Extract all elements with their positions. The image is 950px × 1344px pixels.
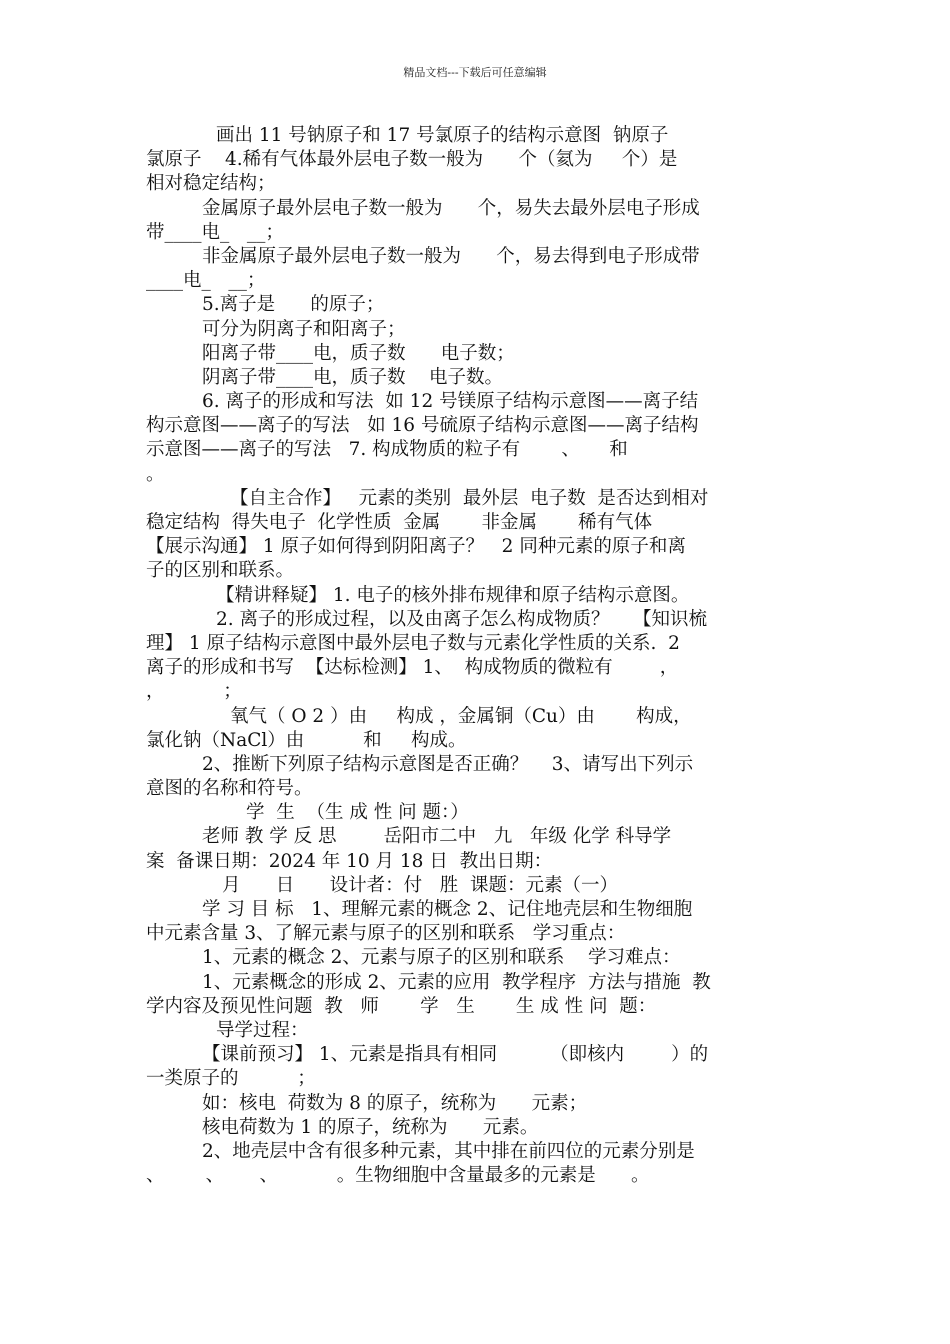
text-line: 金属原子最外层电子数一般为 个，易失去最外层电子形成 — [202, 197, 700, 219]
text-line: 1、元素的概念 2、元素与原子的区别和联系 学习难点： — [202, 947, 681, 969]
text-line: 相对稳定结构； — [146, 173, 276, 195]
text-line: 老师 教 学 反 思 岳阳市二中 九 年级 化学 科导学 — [202, 826, 672, 848]
text-line: 示意图——离子的写法 7. 构成物质的粒子有 、 和 — [146, 439, 628, 461]
text-line: 稳定结构 得失电子 化学性质 金属 非金属 稀有气体 — [146, 512, 653, 533]
text-line: 核电荷数为 1 的原子，统称为 元素。 — [202, 1116, 539, 1138]
text-line: 中元素含量 3、了解元素与原子的区别和联系 学习重点： — [146, 923, 626, 945]
text-line: 阴离子带____电，质子数 电子数。 — [202, 366, 504, 388]
text-line: 月 日 设计者：付 胜 课题：元素（一） — [222, 874, 618, 896]
text-line: 氯化钠（NaCl）由 和 构成。 — [146, 729, 467, 751]
text-line: 可分为阴离子和阳离子； — [202, 318, 406, 340]
text-line: 学内容及预见性问题 教 师 学 生 生 成 性 问 题： — [146, 995, 657, 1017]
text-line: 一类原子的 ； — [146, 1068, 316, 1090]
text-line: 阳离子带____电，质子数 电子数； — [202, 342, 515, 364]
text-line: 学 生 （生 成 性 问 题：） — [246, 802, 469, 824]
text-line: 5.离子是 的原子； — [202, 294, 385, 316]
text-line: 导学过程： — [216, 1019, 309, 1041]
text-line: 【课前预习】 1、元素是指具有相同 （即核内 ）的 — [202, 1044, 709, 1066]
text-line: 画出 11 号钠原子和 17 号氯原子的结构示意图 钠原子 — [216, 125, 669, 146]
text-line: 意图的名称和符号。 — [146, 778, 313, 800]
text-line: ， ； — [146, 681, 242, 703]
text-line: 【精讲释疑】 1. 电子的核外排布规律和原子结构示意图。 — [216, 584, 690, 606]
text-line: 1、元素概念的形成 2、元素的应用 教学程序 方法与措施 教 — [202, 971, 711, 993]
text-line: 如：核电 荷数为 8 的原子，统称为 元素； — [202, 1092, 588, 1114]
text-line: 【展示沟通】 1 原子如何得到阴阳离子？ 2 同种元素的原子和离 — [146, 536, 686, 558]
page-header: 精品文档---下载后可任意编辑 — [403, 66, 547, 79]
text-line: 带____电_ __； — [146, 221, 284, 243]
text-line: 2. 离子的形成过程，以及由离子怎么构成物质？ 【知识梳 — [216, 608, 708, 630]
text-line: 案 备课日期：2024 年 10 月 18 日 教出日期： — [146, 850, 553, 872]
text-line: 。 — [146, 463, 165, 485]
text-line: 氧气（ O 2 ）由 构成 ，金属铜（Cu）由 构成， — [230, 705, 692, 727]
text-line: 非金属原子最外层电子数一般为 个，易去得到电子形成带 — [202, 245, 700, 267]
text-line: 2、推断下列原子结构示意图是否正确？ 3、请写出下列示 — [202, 753, 694, 775]
text-line: 理】 1 原子结构示意图中最外层电子数与元素化学性质的关系. 2 — [146, 632, 680, 654]
text-line: 构示意图——离子的写法 如 16 号硫原子结构示意图——离子结构 — [146, 415, 699, 437]
text-line: 学 习 目 标 1、理解元素的概念 2、记住地壳层和生物细胞 — [202, 899, 693, 920]
document-body — [146, 124, 810, 1188]
text-line: 子的区别和联系。 — [146, 560, 295, 582]
text-line: 氯原子 4.稀有气体最外层电子数一般为 个（氦为 个）是 — [146, 149, 678, 171]
text-line: 2、地壳层中含有很多种元素，其中排在前四位的元素分别是 — [202, 1140, 695, 1162]
text-line: 【自主合作】 元素的类别 最外层 电子数 是否达到相对 — [230, 487, 709, 509]
text-line: ____电_ __； — [146, 270, 266, 292]
text-line: 、 、 、 。生物细胞中含量最多的元素是 。 — [146, 1165, 650, 1187]
text-line: 6. 离子的形成和写法 如 12 号镁原子结构示意图——离子结 — [202, 391, 699, 413]
text-line: 离子的形成和书写 【达标检测】 1、 构成物质的微粒有 ， — [146, 657, 679, 679]
